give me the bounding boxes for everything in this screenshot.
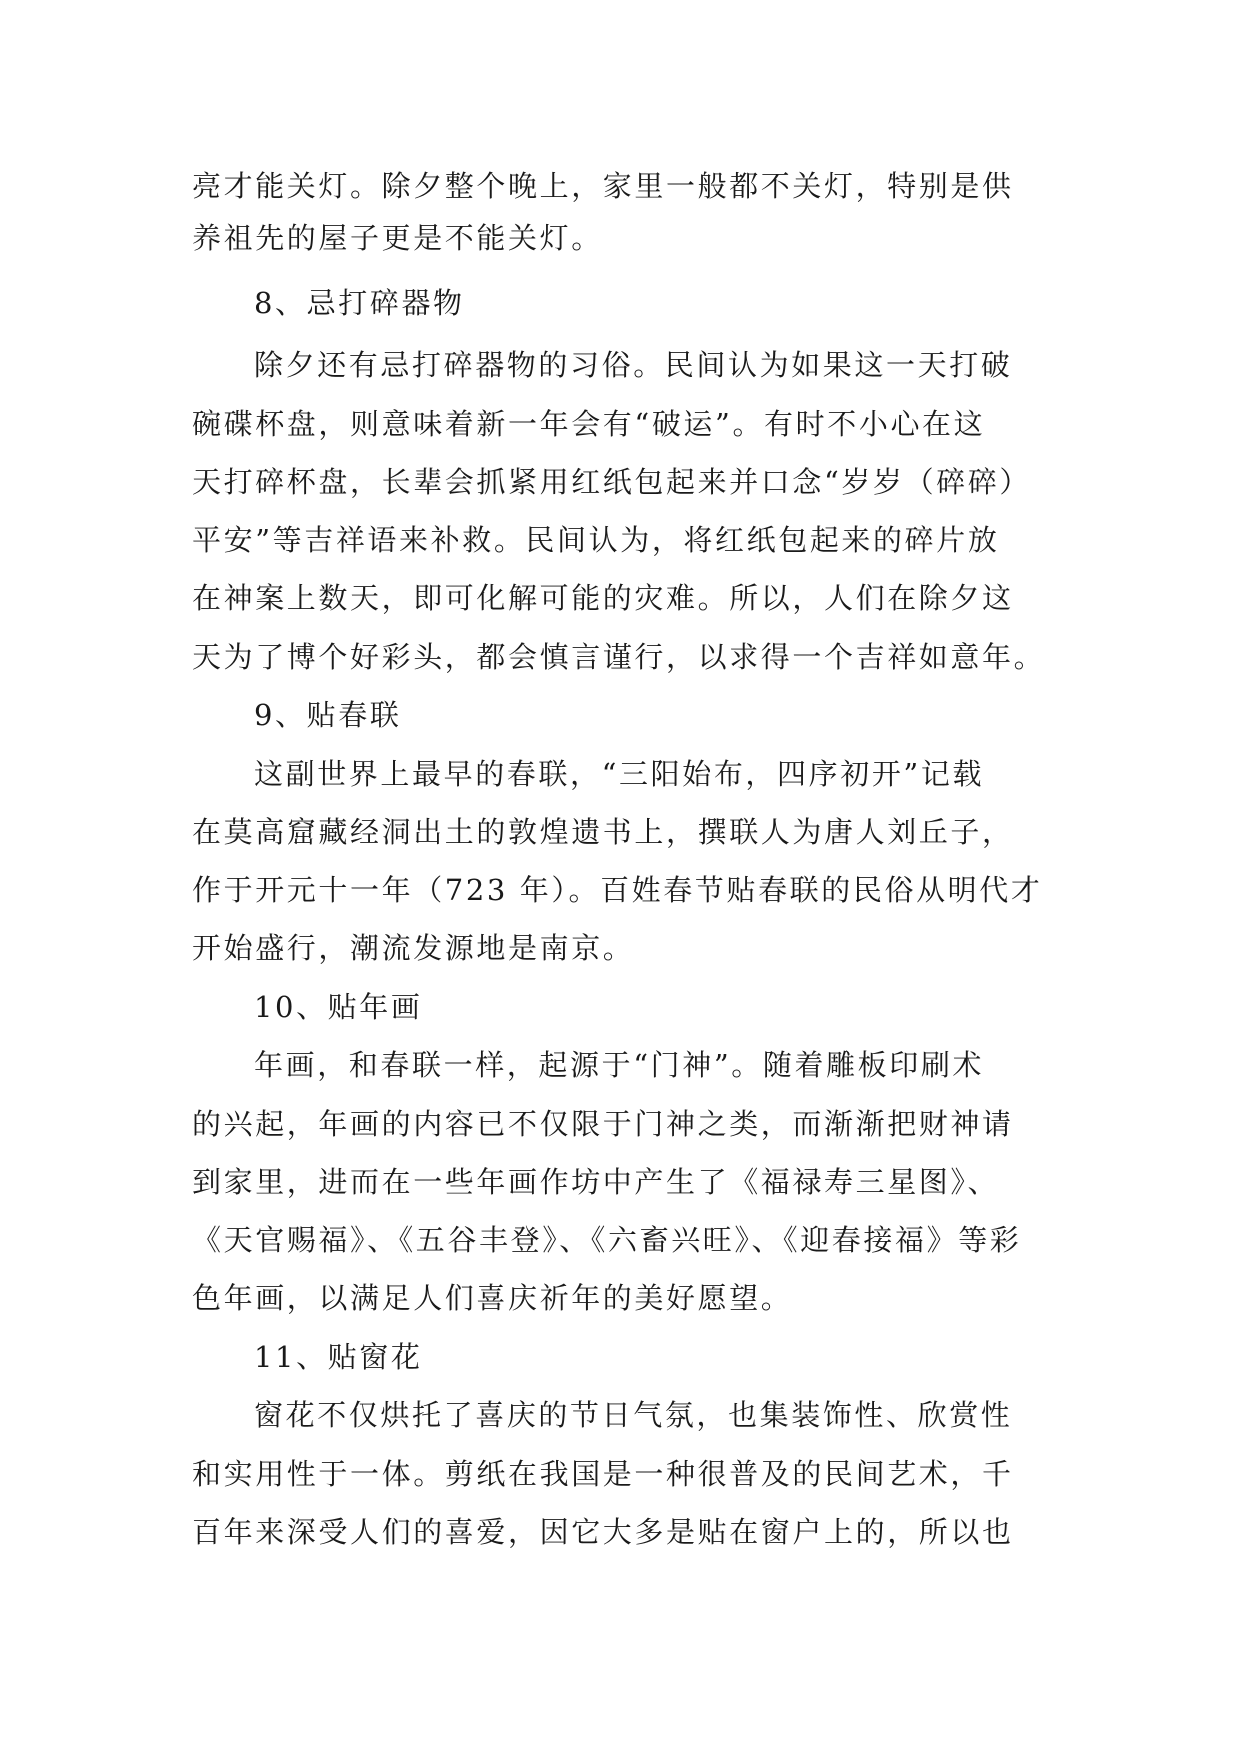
body-line: 在莫高窟藏经洞出土的敦煌遗书上，撰联人为唐人刘丘子，	[192, 815, 1014, 849]
body-line: 亮才能关灯。除夕整个晚上，家里一般都不关灯，特别是供	[192, 169, 1014, 203]
paragraph-first-line: 窗花不仅烘托了喜庆的节日气氛，也集装饰性、欣赏性	[254, 1398, 1013, 1432]
section-heading: 10、贴年画	[254, 990, 423, 1024]
body-line: 平安”等吉祥语来补救。民间认为，将红纸包起来的碎片放	[192, 523, 1000, 557]
paragraph-first-line: 除夕还有忌打碎器物的习俗。民间认为如果这一天打破	[254, 348, 1013, 382]
section-heading: 11、贴窗花	[254, 1340, 423, 1374]
body-line: 天打碎杯盘，长辈会抓紧用红纸包起来并口念“岁岁（碎碎）	[192, 465, 1032, 499]
body-line: 天为了博个好彩头，都会慎言谨行，以求得一个吉祥如意年。	[192, 640, 1046, 674]
body-line: 色年画，以满足人们喜庆祈年的美好愿望。	[192, 1281, 793, 1315]
body-line: 百年来深受人们的喜爱，因它大多是贴在窗户上的，所以也	[192, 1515, 1014, 1549]
section-heading: 9、贴春联	[254, 698, 402, 732]
paragraph-first-line: 这副世界上最早的春联，“三阳始布，四序初开”记载	[254, 757, 985, 791]
body-line: 作于开元十一年（723 年）。百姓春节贴春联的民俗从明代才	[192, 873, 1043, 907]
body-line: 碗碟杯盘，则意味着新一年会有“破运”。有时不小心在这	[192, 407, 986, 441]
body-line: 和实用性于一体。剪纸在我国是一种很普及的民间艺术，千	[192, 1457, 1014, 1491]
body-line: 《天官赐福》、《五谷丰登》、《六畜兴旺》、《迎春接福》等彩	[192, 1223, 1022, 1257]
body-line: 的兴起，年画的内容已不仅限于门神之类，而渐渐把财神请	[192, 1107, 1014, 1141]
body-line: 养祖先的屋子更是不能关灯。	[192, 221, 603, 255]
section-heading: 8、忌打碎器物	[254, 286, 465, 320]
body-line: 开始盛行，潮流发源地是南京。	[192, 931, 635, 965]
body-line: 在神案上数天，即可化解可能的灾难。所以，人们在除夕这	[192, 581, 1014, 615]
paragraph-first-line: 年画，和春联一样，起源于“门神”。随着雕板印刷术	[254, 1048, 985, 1082]
body-line: 到家里，进而在一些年画作坊中产生了《福禄寿三星图》、	[192, 1165, 1000, 1199]
